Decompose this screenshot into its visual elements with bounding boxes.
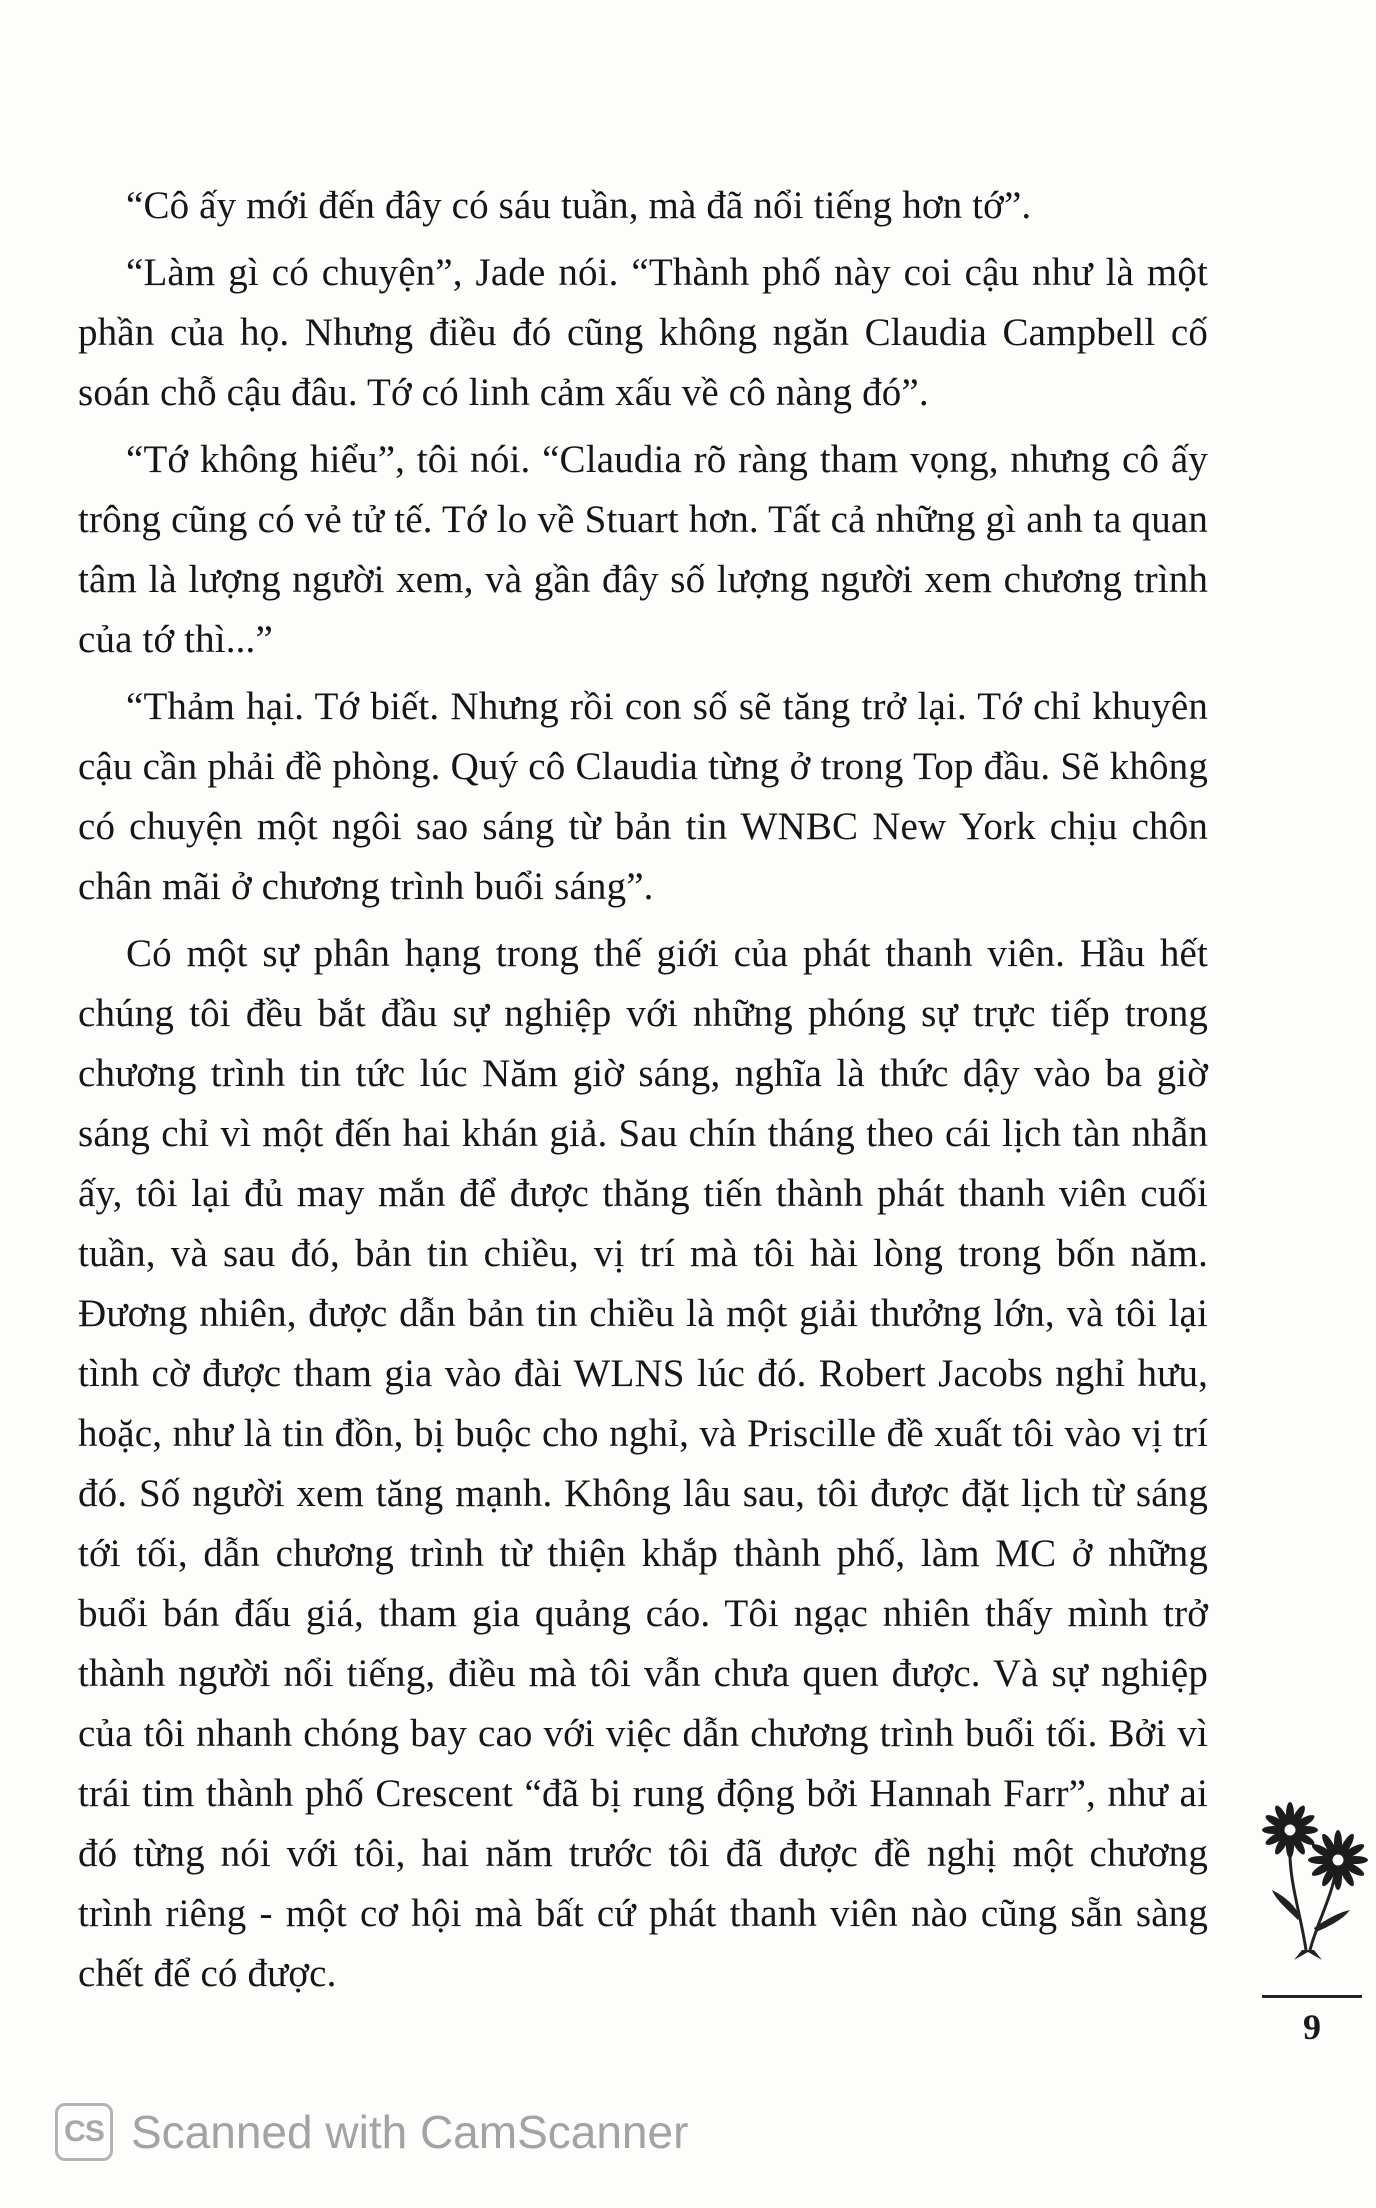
page-number-rule	[1262, 1995, 1362, 1998]
camscanner-logo-icon: CS	[55, 2103, 113, 2161]
paragraph-2: “Làm gì có chuyện”, Jade nói. “Thành phố này coi cậu như là một phần của họ. Nhưng điều đó cũng không ngăn Claudia Campbell cố soán chỗ cậu đâu. Tớ có linh cảm xấu về cô nàng đó”.	[78, 251, 1208, 414]
watermark-text: Scanned with CamScanner	[131, 2106, 689, 2158]
flower-ornament-icon	[1258, 1800, 1368, 1970]
page-number: 9	[1303, 2007, 1321, 2047]
body-text	[78, 176, 1208, 2011]
paragraph-4: “Thảm hại. Tớ biết. Nhưng rồi con số sẽ tăng trở lại. Tớ chỉ khuyên cậu cần phải đề phòng. Quý cô Claudia từng ở trong Top đầu. Sẽ không có chuyện một ngôi sao sáng từ bản tin WNBC New York chịu chôn chân mãi ở chương trình buổi sáng”.	[78, 685, 1208, 908]
paragraph-3: “Tớ không hiểu”, tôi nói. “Claudia rõ ràng tham vọng, nhưng cô ấy trông cũng có vẻ tử tế. Tớ lo về Stuart hơn. Tất cả những gì anh ta quan tâm là lượng người xem, và gần đây số lượng người xem chương trình của tớ thì...”	[78, 438, 1208, 661]
paragraph-1: “Cô ấy mới đến đây có sáu tuần, mà đã nổi tiếng hơn tớ”.	[126, 184, 1032, 227]
paragraph-5: Có một sự phân hạng trong thế giới của phát thanh viên. Hầu hết chúng tôi đều bắt đầu sự nghiệp với những phóng sự trực tiếp trong chương trình tin tức lúc Năm giờ sáng, nghĩa là thức dậy vào ba giờ sáng chỉ vì một đến hai khán giả. Sau chín tháng theo cái lịch tàn nhẫn ấy, tôi lại đủ may mắn để được thăng tiến thành phát thanh viên cuối tuần, và sau đó, bản tin chiều, vị trí mà tôi hài lòng trong bốn năm. Đương nhiên, được dẫn bản tin chiều là một giải thưởng lớn, và tôi lại tình cờ được tham gia vào đài WLNS lúc đó. Robert Jacobs nghỉ hưu, hoặc, như là tin đồn, bị buộc cho nghỉ, và Priscille đề xuất tôi vào vị trí đó. Số người xem tăng mạnh. Không lâu sau, tôi được đặt lịch từ sáng tới tối, dẫn chương trình từ thiện khắp thành phố, làm MC ở những buổi bán đấu giá, tham gia quảng cáo. Tôi ngạc nhiên thấy mình trở thành người nổi tiếng, điều mà tôi vẫn chưa quen được. Và sự nghiệp của tôi nhanh chóng bay cao với việc dẫn chương trình buổi tối. Bởi vì trái tim thành phố Crescent “đã bị rung động bởi Hannah Farr”, như ai đó từng nói với tôi, hai năm trước tôi đã được đề nghị một chương trình riêng - một cơ hội mà bất cứ phát thanh viên nào cũng sẵn sàng chết để có được.	[78, 932, 1208, 1995]
camscanner-watermark	[55, 2102, 688, 2162]
